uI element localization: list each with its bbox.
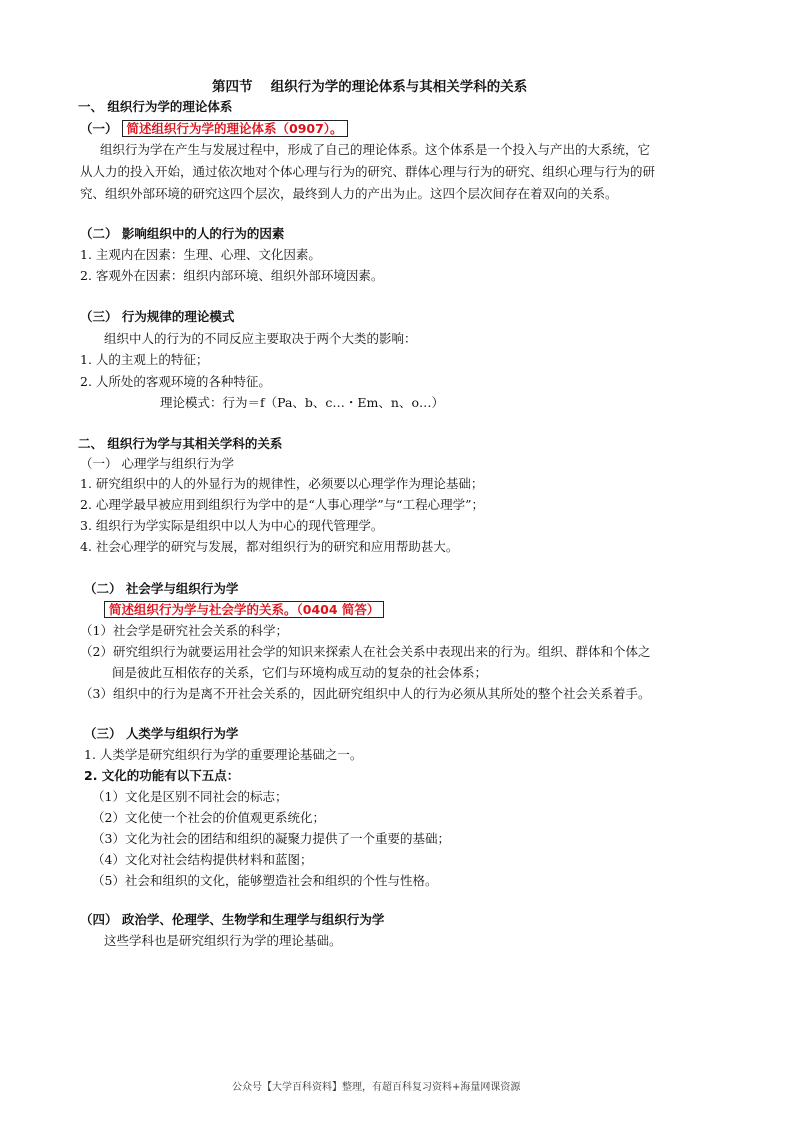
paragraph-line: 组织行为学在产生与发展过程中，形成了自己的理论体系。这个体系是一个投入与产出的大系统，它 xyxy=(100,142,651,157)
paragraph-line: 究、组织外部环境的研究这四个层次，最终到人力的产出为止。这四个层次间存在着双向的关系。 xyxy=(80,186,618,201)
sub-list-item: （5）社会和组织的文化，能够塑造社会和组织的个性与性格。 xyxy=(92,873,438,888)
list-item: 1. 主观内在因素：生理、心理、文化因素。 xyxy=(80,247,321,262)
section-2-heading: 二、 组织行为学与其相关学科的关系 xyxy=(78,436,283,451)
paragraph-line: 从人力的投入开始，通过依次地对个体心理与行为的研究、群体心理与行为的研究、组织心理与行为的研 xyxy=(80,164,656,179)
s2-p2-heading: （二） 社会学与组织行为学 xyxy=(84,581,239,596)
s2-p3-heading: （三） 人类学与组织行为学 xyxy=(84,726,239,741)
list-item-continuation: 间是彼此互相依存的关系，它们与环境构成互动的复杂的社会体系； xyxy=(112,665,488,680)
section-1-heading: 一、 组织行为学的理论体系 xyxy=(78,99,233,114)
page-title: 第四节 组织行为学的理论体系与其相关学科的关系 xyxy=(212,79,528,95)
list-item: 2. 文化的功能有以下五点： xyxy=(84,768,240,783)
s2-p2-box-line xyxy=(104,601,384,618)
s1-p3-intro: 组织中人的行为的不同反应主要取决于两个大类的影响： xyxy=(104,331,417,346)
list-item: （1）社会学是研究社会关系的科学； xyxy=(80,623,288,638)
page-footer: 公众号【大学百科资料】整理，有超百科复习资料+海量网课资源 xyxy=(232,1082,521,1093)
list-item: （3）组织中的行为是离不开社会关系的，因此研究组织中人的行为必须从其所处的整个社会关系着手。 xyxy=(80,686,651,701)
list-item: （2）研究组织行为就要运用社会学的知识来探索人在社会关系中表现出来的行为。组织、群体和个体之 xyxy=(80,644,651,659)
list-item: 2. 客观外在因素：组织内部环境、组织外部环境因素。 xyxy=(80,268,384,283)
list-item: 2. 人所处的客观环境的各种特征。 xyxy=(80,374,271,389)
s1-p1-label: （一） xyxy=(80,121,118,136)
highlighted-question-box: 简述组织行为学与社会学的关系。（0404 简答） xyxy=(104,601,384,618)
list-item: 3. 组织行为学实际是组织中以人为中心的现代管理学。 xyxy=(80,518,384,533)
s2-p1-heading: （一） 心理学与组织行为学 xyxy=(80,456,234,471)
theory-formula: 理论模式：行为＝f（Pa、b、c…・Em、n、o…） xyxy=(160,395,444,410)
list-item: 4. 社会心理学的研究与发展，都对组织行为的研究和应用帮助甚大。 xyxy=(80,539,459,554)
highlighted-question-box: 简述组织行为学的理论体系（0907）。 xyxy=(122,120,348,137)
list-item: 1. 研究组织中的人的外显行为的规律性，必须要以心理学作为理论基础； xyxy=(80,476,484,491)
sub-list-item: （1）文化是区别不同社会的标志； xyxy=(92,789,288,804)
sub-list-item: （4）文化对社会结构提供材料和蓝图； xyxy=(92,852,313,867)
list-item: 2. 心理学最早被应用到组织行为学中的是“人事心理学”与“工程心理学”； xyxy=(80,497,484,512)
list-item: 1. 人的主观上的特征； xyxy=(80,352,209,367)
s1-p2-heading: （二） 影响组织中的人的行为的因素 xyxy=(80,226,285,241)
sub-list-item: （3）文化为社会的团结和组织的凝聚力提供了一个重要的基础； xyxy=(92,831,450,846)
s2-p4-heading: （四） 政治学、伦理学、生物学和生理学与组织行为学 xyxy=(80,912,385,927)
s2-p4-text: 这些学科也是研究组织行为学的理论基础。 xyxy=(104,933,342,948)
s1-p1-header xyxy=(80,120,348,137)
sub-list-item: （2）文化使一个社会的价值观更系统化； xyxy=(92,810,325,825)
list-item: 1. 人类学是研究组织行为学的重要理论基础之一。 xyxy=(84,747,363,762)
s1-p3-heading: （三） 行为规律的理论模式 xyxy=(80,309,235,324)
